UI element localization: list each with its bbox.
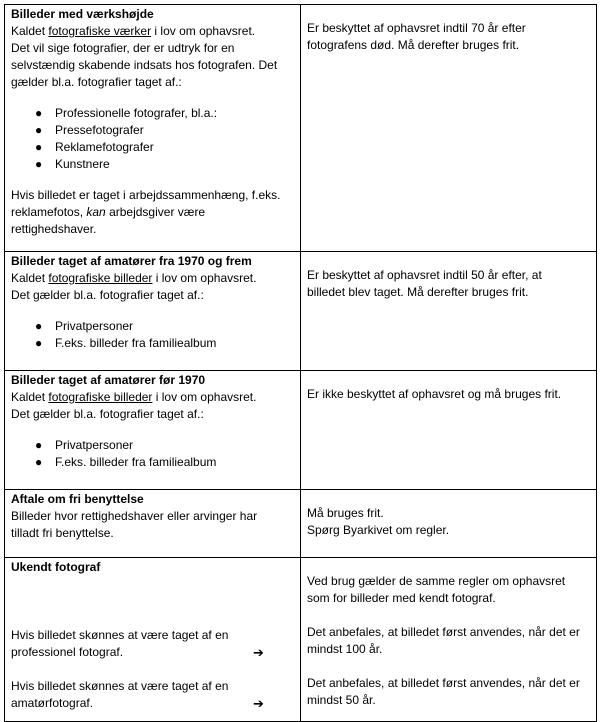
table-row [5,5,597,252]
note-line: reklamefotos, kan arbejdsgiver være [11,205,206,219]
case-professional: Hvis billedet skønnes at være taget af en professionel fotograf. ➔ [11,628,264,660]
rule-text: Ved brug gælder de samme regler om ophavsret som for billeder med kendt fotograf. Det anbefales, at billedet først anvendes, når det er mindst 100 år. Det anbefales, at billedet først anvendes, når det er mindst 50 år. [307,574,580,707]
bullet-icon: ● [35,319,43,333]
bullet-icon: ● [35,455,43,469]
body-line: Det gælder bl.a. fotografier taget af.: [11,288,204,302]
row-heading: Billeder taget af amatører fra 1970 og frem [11,254,252,268]
bullet-icon: ● [35,157,43,171]
table-row [5,252,597,371]
table-row [5,490,597,558]
bullet-list [11,437,294,471]
bullet-list [11,105,294,173]
legal-term: fotografiske billeder [48,390,153,404]
note-line: rettighedshaver. [11,222,97,236]
rule-cell [301,490,597,558]
definition-line: Kaldet fotografiske værker i lov om ophavsret. [11,24,256,38]
bullet-icon: ● [35,123,43,137]
body-line: Det vil sige fotografier, der er udtryk for en [11,41,235,55]
list-item: ● Privatpersoner [35,438,134,452]
rule-text: Er ikke beskyttet af ophavsret og må bruges frit. [307,387,562,401]
bullet-icon: ● [35,140,43,154]
table-row [5,371,597,490]
row-heading: Aftale om fri benyttelse [11,492,144,506]
table-row [5,558,597,722]
definition-line: Kaldet fotografiske billeder i lov om ophavsret. [11,271,257,285]
rule-text: Må bruges frit. Spørg Byarkivet om regler. [307,506,450,537]
list-item: ● F.eks. billeder fra familiealbum [35,336,217,350]
category-cell [5,252,301,371]
rule-text: Er beskyttet af ophavsret indtil 70 år efter fotografens død. Må derefter bruges frit. [307,21,526,52]
list-item: ● Reklamefotografer [35,140,154,154]
bullet-icon: ● [35,336,43,350]
row-heading: Billeder taget af amatører før 1970 [11,373,206,387]
body-line: gælder bl.a. fotografier taget af.: [11,75,182,89]
legal-term: fotografiske værker [48,24,152,38]
arrow-right-icon: ➔ [253,696,264,711]
copyright-rules-table [4,4,597,722]
list-item: ● Professionelle fotografer, bl.a.: [35,106,218,120]
rule-text: Er beskyttet af ophavsret indtil 50 år efter, at billedet blev taget. Må derefter bruges frit. [307,268,542,299]
rule-cell [301,558,597,722]
category-cell [5,490,301,558]
list-item: ● Kunstnere [35,157,110,171]
rule-cell [301,371,597,490]
row-heading: Ukendt fotograf [11,560,101,574]
rule-cell [301,5,597,252]
note-line: Hvis billedet er taget i arbejdssammenhæng, f.eks. [11,188,281,202]
bullet-icon: ● [35,106,43,120]
body-line: Det gælder bl.a. fotografier taget af.: [11,407,204,421]
category-cell [5,5,301,252]
body-line: tilladt fri benyttelse. [11,526,114,540]
bullet-list [11,318,294,352]
bullet-icon: ● [35,438,43,452]
case-amateur: Hvis billedet skønnes at være taget af en amatørfotograf. ➔ [11,679,264,711]
rule-cell [301,252,597,371]
legal-term: fotografiske billeder [48,271,153,285]
body-line: selvstændig skabende indsats hos fotografen. Det [11,58,278,72]
definition-line: Kaldet fotografiske billeder i lov om ophavsret. [11,390,257,404]
category-cell [5,558,301,722]
list-item: ● Pressefotografer [35,123,144,137]
list-item: ● Privatpersoner [35,319,134,333]
body-line: Billeder hvor rettighedshaver eller arvinger har [11,509,258,523]
category-cell [5,371,301,490]
row-heading: Billeder med værkshøjde [11,7,154,21]
list-item: ● F.eks. billeder fra familiealbum [35,455,217,469]
arrow-right-icon: ➔ [253,645,264,660]
